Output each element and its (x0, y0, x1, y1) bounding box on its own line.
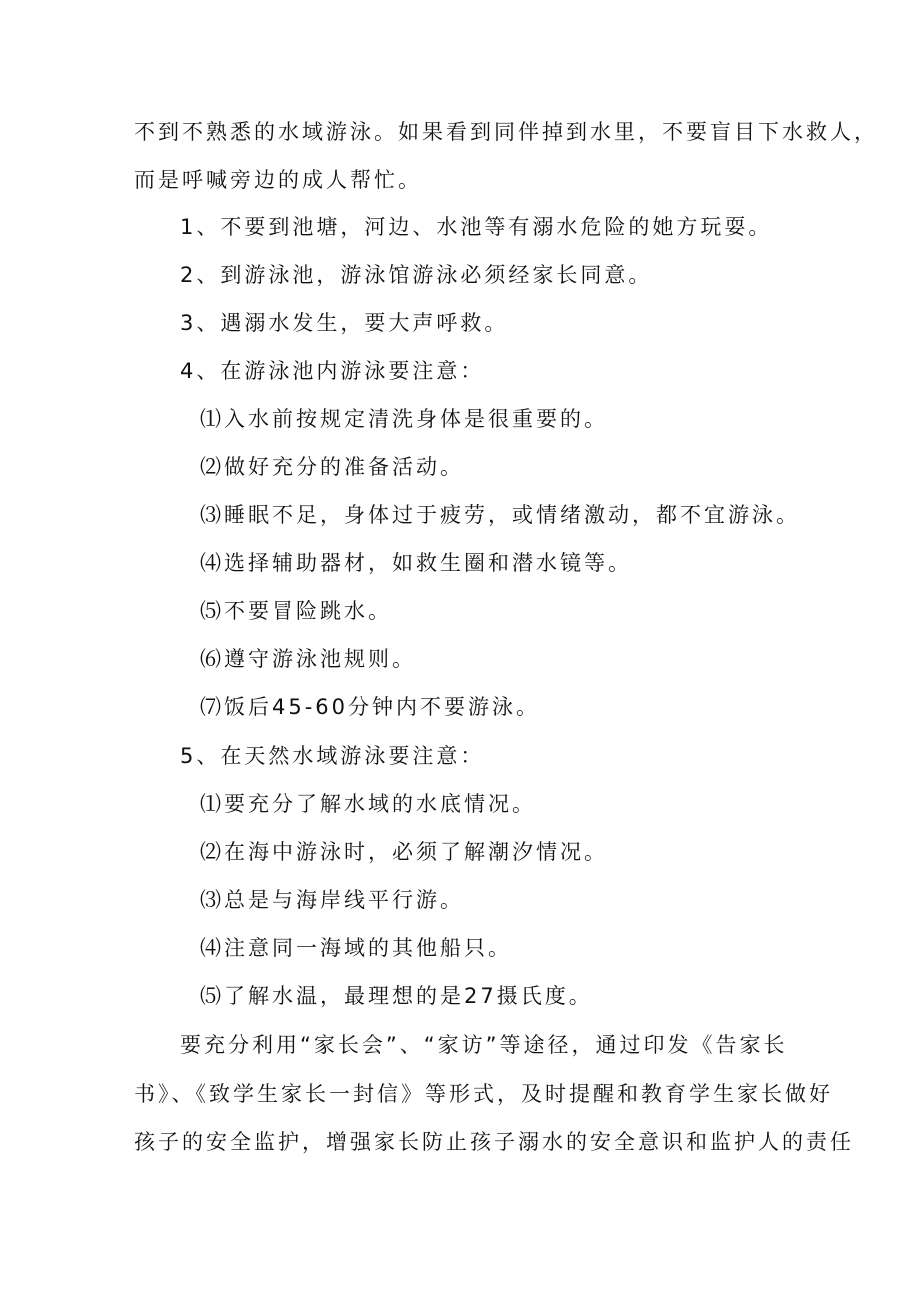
sub-list-item: ⑶总是与海岸线平行游。 (200, 888, 464, 912)
sub-list-item: ⑹遵守游泳池规则。 (200, 647, 416, 671)
list-item: 1、不要到池塘，河边、水池等有溺水危险的她方玩耍。 (180, 215, 773, 239)
list-item: 3、遇溺水发生，要大声呼救。 (180, 311, 509, 335)
list-item: 4、在游泳池内游泳要注意： (180, 359, 485, 383)
sub-list-item: ⑷注意同一海域的其他船只。 (200, 936, 512, 960)
paragraph-line: 而是呼喊旁边的成人帮忙。 (134, 168, 422, 192)
sub-list-item: ⑶睡眠不足，身体过于疲劳，或情绪激动，都不宜游泳。 (200, 503, 800, 527)
sub-list-item: ⑵做好充分的准备活动。 (200, 455, 464, 479)
list-item: 5、在天然水域游泳要注意： (180, 744, 485, 768)
sub-list-item: ⑺饭后45-60分钟内不要游泳。 (200, 695, 541, 719)
sub-list-item: ⑴要充分了解水域的水底情况。 (200, 792, 536, 816)
sub-list-item: ⑸了解水温，最理想的是27摄氏度。 (200, 984, 593, 1008)
sub-list-item: ⑴入水前按规定清洗身体是很重要的。 (200, 407, 608, 431)
paragraph-line: 不到不熟悉的水域游泳。如果看到同伴掉到水里，不要盲目下水救人， (134, 120, 878, 144)
sub-list-item: ⑸不要冒险跳水。 (200, 599, 392, 623)
paragraph-line: 要充分利用“家长会”、“家访”等途径，通过印发《告家长 (180, 1033, 788, 1057)
sub-list-item: ⑵在海中游泳时，必须了解潮汐情况。 (200, 840, 608, 864)
paragraph-line: 孩子的安全监护，增强家长防止孩子溺水的安全意识和监护人的责任 (134, 1130, 854, 1154)
paragraph-line: 书》、《致学生家长一封信》等形式，及时提醒和教育学生家长做好 (134, 1082, 833, 1106)
sub-list-item: ⑷选择辅助器材，如救生圈和潜水镜等。 (200, 551, 632, 575)
list-item: 2、到游泳池，游泳馆游泳必须经家长同意。 (180, 263, 653, 287)
